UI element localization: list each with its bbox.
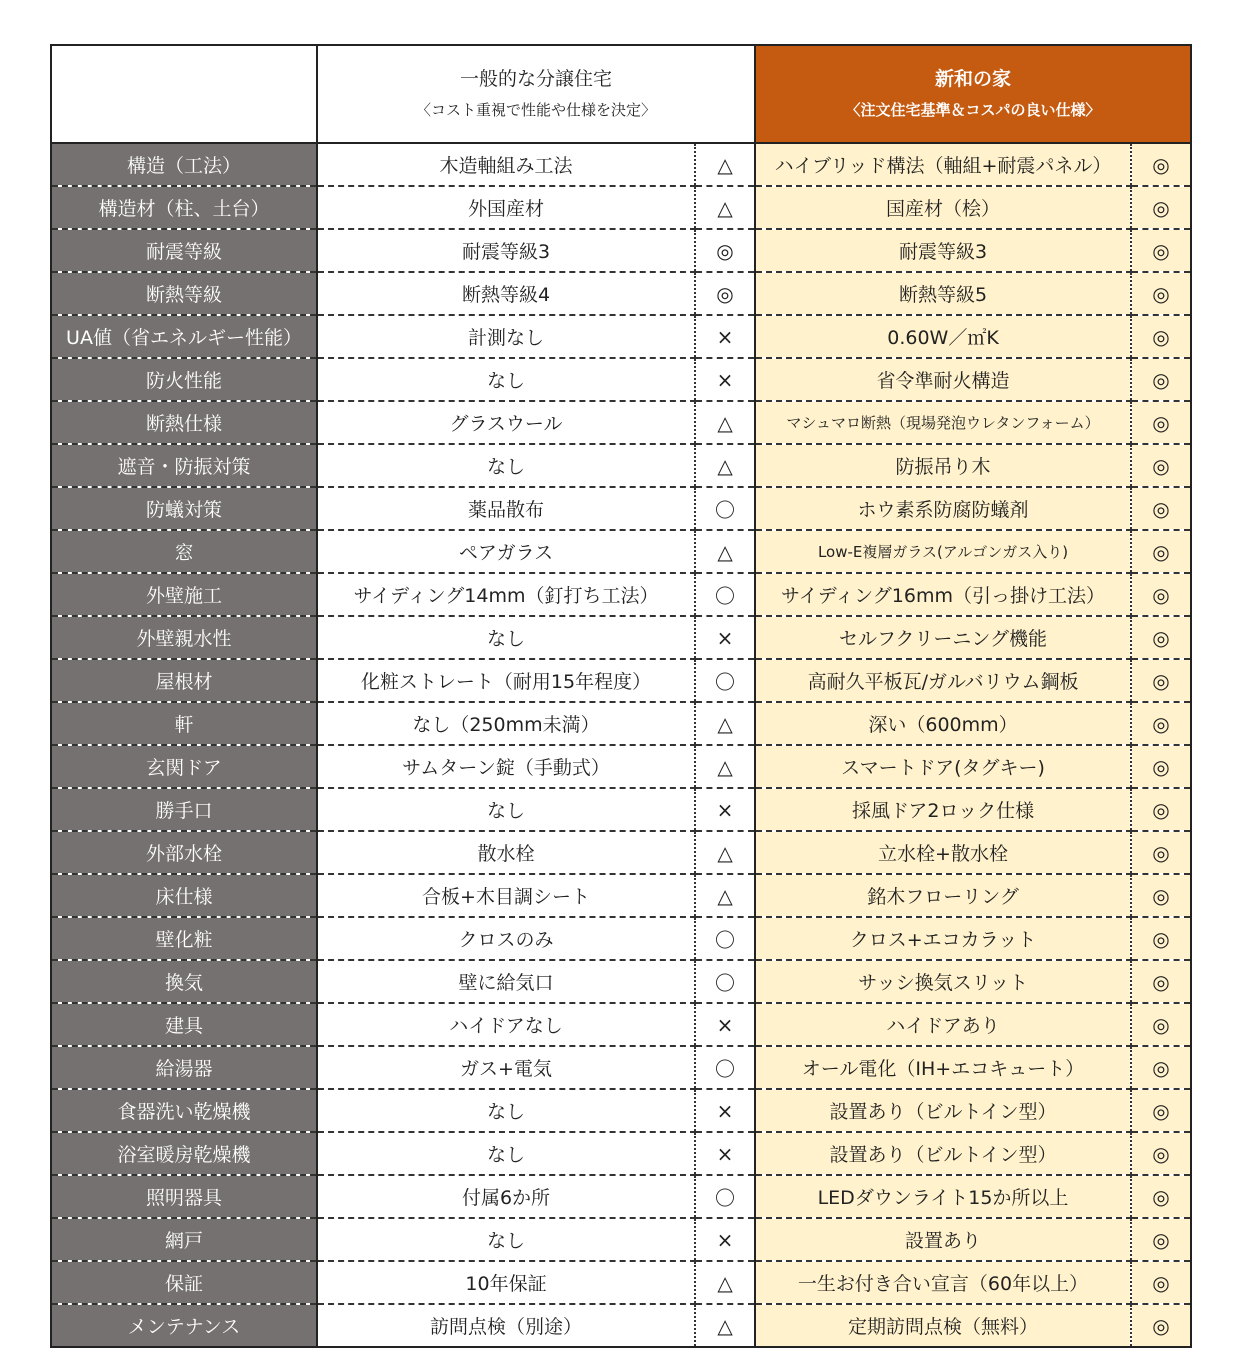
general-spec: サムターン錠（手動式）	[317, 745, 695, 788]
row-label: 壁化粧	[51, 917, 317, 960]
table-row	[51, 788, 1191, 831]
shinwa-rating: ◎	[1131, 702, 1191, 745]
table-row	[51, 745, 1191, 788]
row-label: 給湯器	[51, 1046, 317, 1089]
row-label: メンテナンス	[51, 1304, 317, 1347]
general-rating: ×	[695, 315, 755, 358]
general-spec: ペアガラス	[317, 530, 695, 573]
general-spec: ガス+電気	[317, 1046, 695, 1089]
general-spec: なし	[317, 788, 695, 831]
shinwa-spec: 深い（600mm）	[755, 702, 1131, 745]
row-label: 玄関ドア	[51, 745, 317, 788]
general-rating: △	[695, 745, 755, 788]
table-row	[51, 401, 1191, 444]
general-spec: なし	[317, 358, 695, 401]
general-rating: △	[695, 831, 755, 874]
shinwa-spec: オール電化（IH+エコキュート）	[755, 1046, 1131, 1089]
table-row	[51, 831, 1191, 874]
general-rating: 〇	[695, 487, 755, 530]
shinwa-spec: Low-E複層ガラス(アルゴンガス入り)	[755, 530, 1131, 573]
shinwa-rating: ◎	[1131, 229, 1191, 272]
row-label: 断熱等級	[51, 272, 317, 315]
row-label: 窓	[51, 530, 317, 573]
shinwa-rating: ◎	[1131, 788, 1191, 831]
shinwa-spec: サッシ換気スリット	[755, 960, 1131, 1003]
shinwa-spec: LEDダウンライト15か所以上	[755, 1175, 1131, 1218]
table-row	[51, 530, 1191, 573]
shinwa-rating: ◎	[1131, 315, 1191, 358]
header-general	[317, 45, 755, 143]
row-label: 保証	[51, 1261, 317, 1304]
general-rating: △	[695, 530, 755, 573]
general-rating: △	[695, 143, 755, 186]
general-spec: クロスのみ	[317, 917, 695, 960]
table-row	[51, 573, 1191, 616]
comparison-sheet	[50, 44, 1190, 1348]
shinwa-spec: 設置あり（ビルトイン型）	[755, 1132, 1131, 1175]
table-row	[51, 960, 1191, 1003]
general-spec: なし	[317, 1089, 695, 1132]
shinwa-spec: ホウ素系防腐防蟻剤	[755, 487, 1131, 530]
table-row	[51, 1218, 1191, 1261]
shinwa-spec: ハイドアあり	[755, 1003, 1131, 1046]
shinwa-rating: ◎	[1131, 487, 1191, 530]
general-spec: 薬品散布	[317, 487, 695, 530]
comparison-table	[50, 44, 1192, 1348]
general-rating: △	[695, 186, 755, 229]
shinwa-title: 新和の家	[935, 68, 1012, 90]
shinwa-rating: ◎	[1131, 1218, 1191, 1261]
row-label: 耐震等級	[51, 229, 317, 272]
row-label: 断熱仕様	[51, 401, 317, 444]
general-rating: ×	[695, 1218, 755, 1261]
shinwa-rating: ◎	[1131, 1132, 1191, 1175]
row-label: 構造（工法）	[51, 143, 317, 186]
general-spec: 計測なし	[317, 315, 695, 358]
row-label: 換気	[51, 960, 317, 1003]
shinwa-rating: ◎	[1131, 1089, 1191, 1132]
general-spec: 散水栓	[317, 831, 695, 874]
general-rating: 〇	[695, 917, 755, 960]
general-rating: △	[695, 1304, 755, 1347]
shinwa-rating: ◎	[1131, 960, 1191, 1003]
general-spec: 付属6か所	[317, 1175, 695, 1218]
general-title: 一般的な分譲住宅	[460, 68, 613, 90]
general-spec: なし（250mm未満）	[317, 702, 695, 745]
shinwa-spec: 立水栓+散水栓	[755, 831, 1131, 874]
table-row	[51, 358, 1191, 401]
shinwa-rating: ◎	[1131, 745, 1191, 788]
table-row	[51, 487, 1191, 530]
table-row	[51, 1089, 1191, 1132]
header-row	[51, 45, 1191, 143]
shinwa-rating: ◎	[1131, 444, 1191, 487]
shinwa-spec: セルフクリーニング機能	[755, 616, 1131, 659]
shinwa-spec: 採風ドア2ロック仕様	[755, 788, 1131, 831]
shinwa-spec: 銘木フローリング	[755, 874, 1131, 917]
shinwa-spec: クロス+エコカラット	[755, 917, 1131, 960]
shinwa-spec: 一生お付き合い宣言（60年以上）	[755, 1261, 1131, 1304]
shinwa-rating: ◎	[1131, 1003, 1191, 1046]
shinwa-spec: ハイブリッド構法（軸組+耐震パネル）	[755, 143, 1131, 186]
shinwa-rating: ◎	[1131, 358, 1191, 401]
shinwa-rating: ◎	[1131, 573, 1191, 616]
general-spec: 外国産材	[317, 186, 695, 229]
table-row	[51, 186, 1191, 229]
table-row	[51, 1046, 1191, 1089]
shinwa-spec: サイディング16mm（引っ掛け工法）	[755, 573, 1131, 616]
shinwa-rating: ◎	[1131, 874, 1191, 917]
general-rating: △	[695, 444, 755, 487]
table-row	[51, 616, 1191, 659]
shinwa-rating: ◎	[1131, 1046, 1191, 1089]
table-row	[51, 659, 1191, 702]
table-row	[51, 444, 1191, 487]
row-label: 外壁親水性	[51, 616, 317, 659]
general-spec: 合板+木目調シート	[317, 874, 695, 917]
general-spec: 訪問点検（別途）	[317, 1304, 695, 1347]
shinwa-spec: 設置あり（ビルトイン型）	[755, 1089, 1131, 1132]
general-spec: なし	[317, 1218, 695, 1261]
row-label: 屋根材	[51, 659, 317, 702]
row-label: 軒	[51, 702, 317, 745]
shinwa-spec: 国産材（桧）	[755, 186, 1131, 229]
table-row	[51, 702, 1191, 745]
general-spec: ハイドアなし	[317, 1003, 695, 1046]
shinwa-spec: マシュマロ断熱（現場発泡ウレタンフォーム）	[755, 401, 1131, 444]
shinwa-rating: ◎	[1131, 186, 1191, 229]
general-spec: 10年保証	[317, 1261, 695, 1304]
general-rating: ×	[695, 358, 755, 401]
general-rating: ×	[695, 788, 755, 831]
shinwa-spec: 0.60W／㎡K	[755, 315, 1131, 358]
general-rating: 〇	[695, 573, 755, 616]
table-row	[51, 1175, 1191, 1218]
table-row	[51, 1132, 1191, 1175]
shinwa-rating: ◎	[1131, 272, 1191, 315]
row-label: 建具	[51, 1003, 317, 1046]
general-rating: △	[695, 401, 755, 444]
comparison-body	[51, 143, 1191, 1347]
header-shinwa	[755, 45, 1191, 143]
shinwa-subtitle: 〈注文住宅基準＆コスパの良い仕様〉	[845, 101, 1101, 119]
shinwa-spec: 防振吊り木	[755, 444, 1131, 487]
general-rating: 〇	[695, 659, 755, 702]
row-label: 床仕様	[51, 874, 317, 917]
row-label: UA値（省エネルギー性能）	[51, 315, 317, 358]
shinwa-spec: スマートドア(タグキー)	[755, 745, 1131, 788]
row-label: 遮音・防振対策	[51, 444, 317, 487]
general-spec: サイディング14mm（釘打ち工法）	[317, 573, 695, 616]
shinwa-rating: ◎	[1131, 401, 1191, 444]
shinwa-spec: 定期訪問点検（無料）	[755, 1304, 1131, 1347]
shinwa-spec: 設置あり	[755, 1218, 1131, 1261]
general-spec: なし	[317, 616, 695, 659]
general-spec: なし	[317, 444, 695, 487]
row-label: 外部水栓	[51, 831, 317, 874]
table-row	[51, 1261, 1191, 1304]
table-row	[51, 1003, 1191, 1046]
general-rating: 〇	[695, 1046, 755, 1089]
general-rating: △	[695, 1261, 755, 1304]
shinwa-spec: 省令準耐火構造	[755, 358, 1131, 401]
general-rating: ×	[695, 1132, 755, 1175]
general-spec: なし	[317, 1132, 695, 1175]
general-rating: 〇	[695, 960, 755, 1003]
general-spec: 耐震等級3	[317, 229, 695, 272]
general-rating: ×	[695, 616, 755, 659]
row-label: 防火性能	[51, 358, 317, 401]
general-rating: ◎	[695, 229, 755, 272]
general-spec: 化粧ストレート（耐用15年程度）	[317, 659, 695, 702]
row-label: 勝手口	[51, 788, 317, 831]
row-label: 食器洗い乾燥機	[51, 1089, 317, 1132]
shinwa-spec: 断熱等級5	[755, 272, 1131, 315]
header-blank-cell	[51, 45, 317, 143]
row-label: 照明器具	[51, 1175, 317, 1218]
table-row	[51, 272, 1191, 315]
row-label: 網戸	[51, 1218, 317, 1261]
table-row	[51, 1304, 1191, 1347]
shinwa-spec: 高耐久平板瓦/ガルバリウム鋼板	[755, 659, 1131, 702]
shinwa-rating: ◎	[1131, 659, 1191, 702]
shinwa-rating: ◎	[1131, 530, 1191, 573]
general-spec: 木造軸組み工法	[317, 143, 695, 186]
table-row	[51, 143, 1191, 186]
table-row	[51, 917, 1191, 960]
general-rating: 〇	[695, 1175, 755, 1218]
row-label: 浴室暖房乾燥機	[51, 1132, 317, 1175]
shinwa-rating: ◎	[1131, 1175, 1191, 1218]
general-spec: グラスウール	[317, 401, 695, 444]
shinwa-rating: ◎	[1131, 917, 1191, 960]
shinwa-rating: ◎	[1131, 1261, 1191, 1304]
table-row	[51, 874, 1191, 917]
general-rating: △	[695, 874, 755, 917]
general-rating: ×	[695, 1003, 755, 1046]
shinwa-rating: ◎	[1131, 831, 1191, 874]
general-rating: ◎	[695, 272, 755, 315]
row-label: 防蟻対策	[51, 487, 317, 530]
shinwa-rating: ◎	[1131, 143, 1191, 186]
general-subtitle: 〈コスト重視で性能や仕様を決定〉	[416, 101, 657, 119]
shinwa-rating: ◎	[1131, 1304, 1191, 1347]
row-label: 構造材（柱、土台）	[51, 186, 317, 229]
row-label: 外壁施工	[51, 573, 317, 616]
general-spec: 断熱等級4	[317, 272, 695, 315]
general-rating: △	[695, 702, 755, 745]
general-spec: 壁に給気口	[317, 960, 695, 1003]
general-rating: ×	[695, 1089, 755, 1132]
table-row	[51, 315, 1191, 358]
shinwa-rating: ◎	[1131, 616, 1191, 659]
table-row	[51, 229, 1191, 272]
shinwa-spec: 耐震等級3	[755, 229, 1131, 272]
